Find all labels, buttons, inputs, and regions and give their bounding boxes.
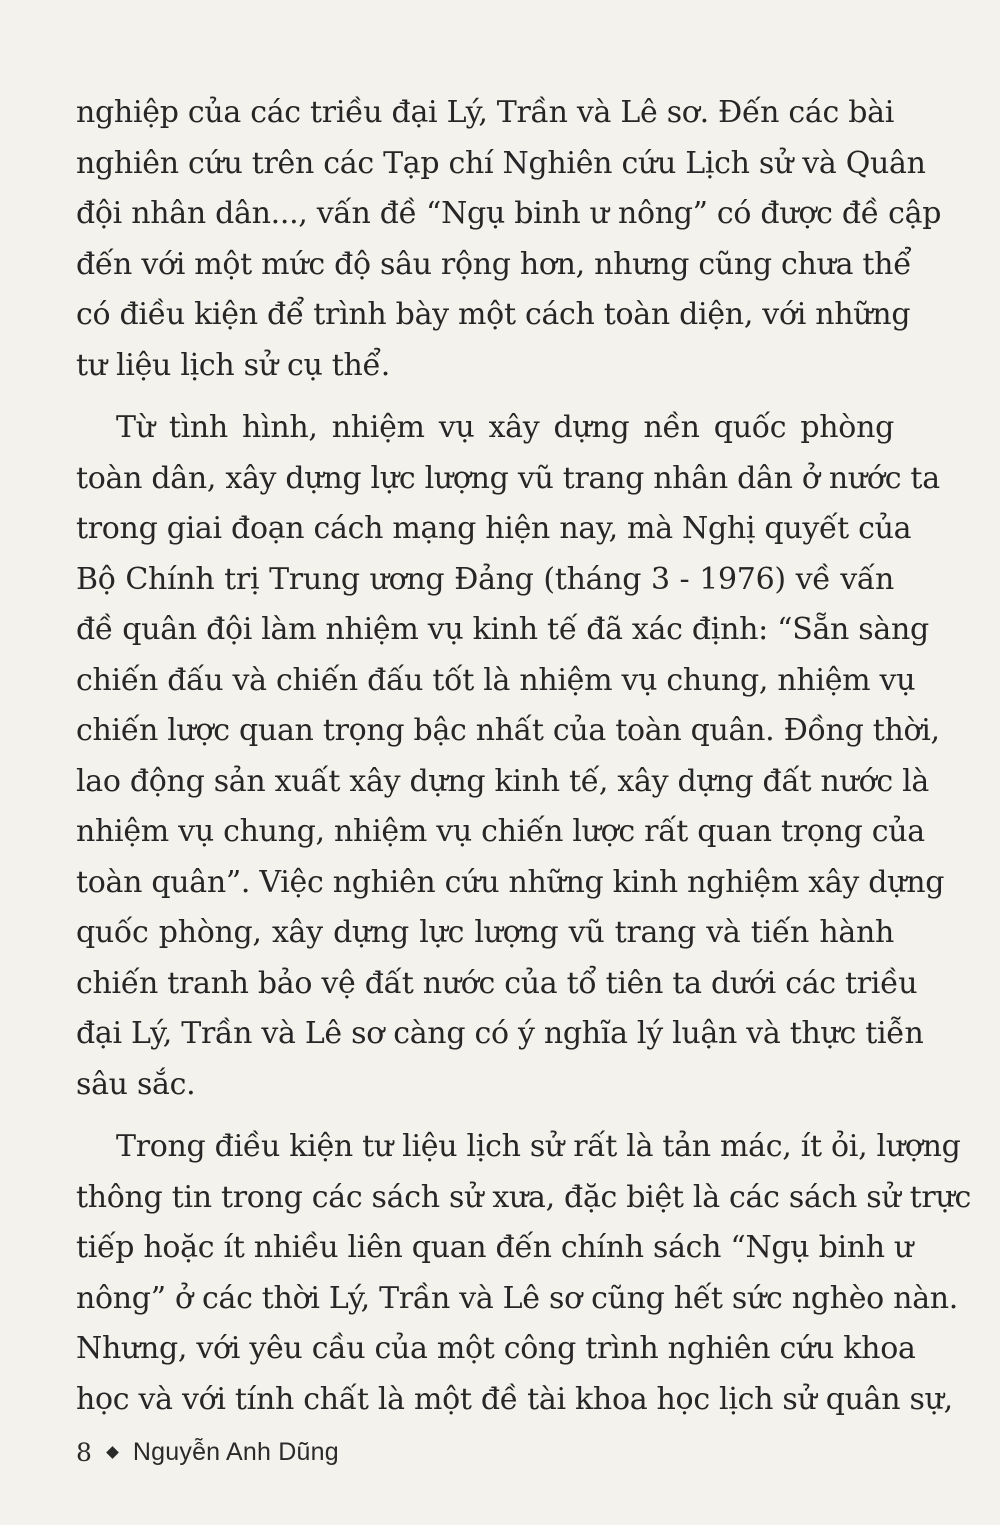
paragraph-3	[76, 1122, 971, 1425]
text-line: nghiên cứu trên các Tạp chí Nghiên cứu Lịch sử và Quân	[76, 145, 926, 181]
page-footer	[76, 1438, 339, 1467]
text-line: thông tin trong các sách sử xưa, đặc biệt là các sách sử trực	[76, 1179, 971, 1215]
body-text	[76, 88, 971, 1437]
paragraph-1	[76, 88, 942, 391]
text-line: toàn dân, xây dựng lực lượng vũ trang nhân dân ở nước ta	[76, 460, 940, 496]
text-line: chiến lược quan trọng bậc nhất của toàn quân. Đồng thời,	[76, 713, 940, 748]
text-line: quốc phòng, xây dựng lực lượng vũ trang và tiến hành	[76, 915, 894, 950]
text-line: nông” ở các thời Lý, Trần và Lê sơ cũng hết sức nghèo nàn.	[76, 1280, 959, 1316]
text-line: tiếp hoặc ít nhiều liên quan đến chính sách “Ngụ binh ư	[76, 1230, 914, 1265]
text-line: Trong điều kiện tư liệu lịch sử rất là tản mác, ít ỏi, lượng	[116, 1129, 961, 1164]
page-number: 8	[76, 1438, 92, 1467]
author-name: Nguyễn Anh Dũng	[132, 1438, 339, 1466]
text-line: học và với tính chất là một đề tài khoa học lịch sử quân sự,	[76, 1381, 953, 1417]
text-line: trong giai đoạn cách mạng hiện nay, mà Nghị quyết của	[76, 511, 912, 546]
text-line: đề quân đội làm nhiệm vụ kinh tế đã xác định: “Sẵn sàng	[76, 612, 929, 647]
paragraph-2	[76, 403, 945, 1110]
text-line: nghiệp của các triều đại Lý, Trần và Lê sơ. Đến các bài	[76, 95, 894, 130]
text-line: có điều kiện để trình bày một cách toàn diện, với những	[76, 297, 911, 332]
text-line: đội nhân dân..., vấn đề “Ngụ binh ư nông” có được đề cập	[76, 196, 942, 231]
text-line: sâu sắc.	[76, 1066, 196, 1102]
text-line: tư liệu lịch sử cụ thể.	[76, 347, 390, 383]
text-line: chiến tranh bảo vệ đất nước của tổ tiên ta dưới các triều	[76, 965, 918, 1001]
text-line: nhiệm vụ chung, nhiệm vụ chiến lược rất quan trọng của	[76, 814, 925, 849]
text-line: đến với một mức độ sâu rộng hơn, nhưng cũng chưa thể	[76, 246, 912, 282]
diamond-bullet-icon	[106, 1446, 119, 1459]
text-line: chiến đấu và chiến đấu tốt là nhiệm vụ chung, nhiệm vụ	[76, 662, 916, 698]
text-line: đại Lý, Trần và Lê sơ càng có ý nghĩa lý luận và thực tiễn	[76, 1016, 924, 1051]
text-line: Từ tình hình, nhiệm vụ xây dựng nền quốc phòng	[116, 410, 894, 445]
text-line: Bộ Chính trị Trung ương Đảng (tháng 3 - 1976) về vấn	[76, 561, 894, 597]
text-line: lao động sản xuất xây dựng kinh tế, xây dựng đất nước là	[76, 763, 929, 799]
text-line: Nhưng, với yêu cầu của một công trình nghiên cứu khoa	[76, 1331, 916, 1366]
text-line: toàn quân”. Việc nghiên cứu những kinh nghiệm xây dựng	[76, 864, 945, 900]
